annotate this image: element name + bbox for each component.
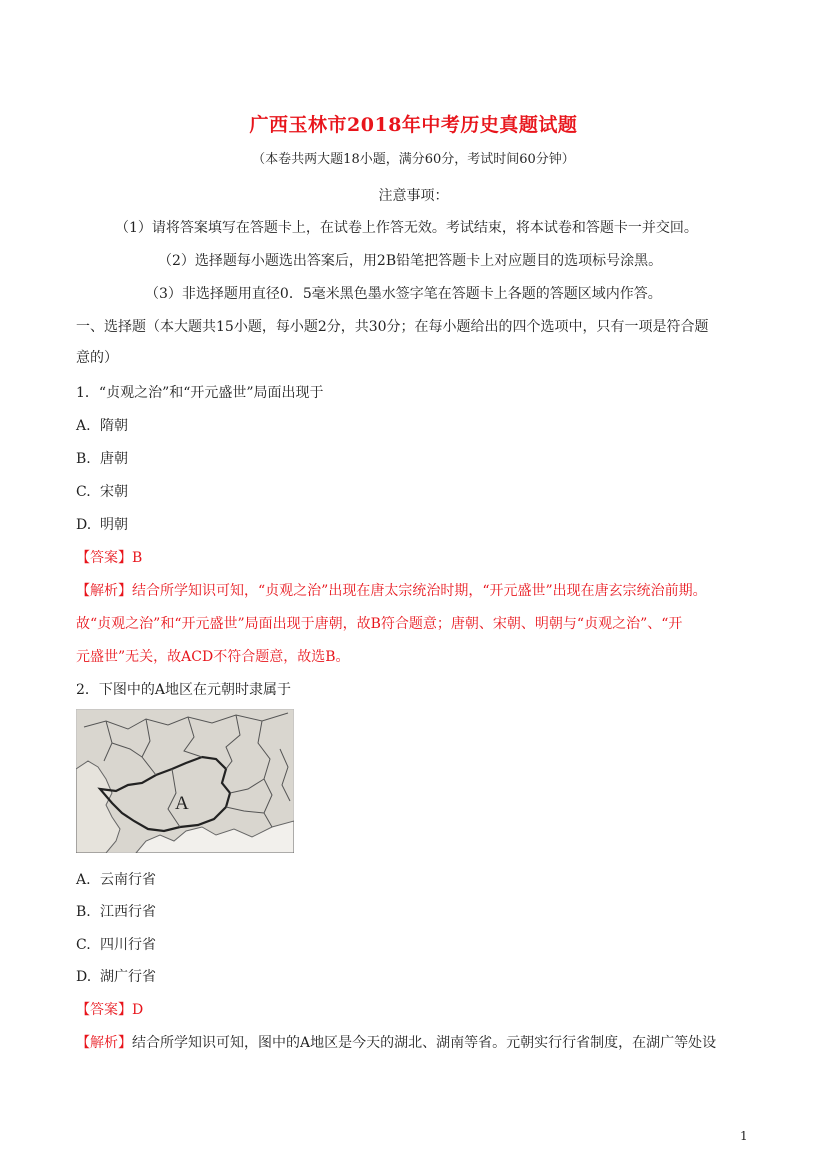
option-letter: C. (76, 937, 91, 953)
section-heading: 一、选择题（本大题共15小题，每小题2分，共30分；在每小题给出的四个选项中，只有一项是符合题 (76, 319, 709, 335)
option-letter: A. (76, 418, 91, 434)
map-label-a: A (175, 793, 189, 814)
option-text: 宋朝 (100, 484, 128, 500)
exam-info: （本卷共两大题18小题，满分60分，考试时间60分钟） (252, 152, 575, 167)
q2-analysis-line-1 (76, 1033, 716, 1053)
q2-option-c (76, 935, 156, 955)
q1-analysis-line-3: 元盛世”无关，故ACD不符合题意，故选B。 (76, 649, 350, 665)
q2-option-a (76, 870, 156, 890)
option-letter: B. (76, 451, 91, 467)
option-letter: B. (76, 904, 91, 920)
option-text: 云南行省 (100, 872, 156, 888)
map-image (76, 709, 294, 853)
option-letter: D. (76, 969, 92, 985)
option-letter: D. (76, 517, 92, 533)
q1-analysis-line-2: 故“贞观之治”和“开元盛世”局面出现于唐朝，故B符合题意；唐朝、宋朝、明朝与“贞观之治”、“开 (76, 616, 683, 632)
q2-answer (76, 1000, 143, 1020)
notice-item-1: （1）请将答案填写在答题卡上，在试卷上作答无效。考试结束，将本试卷和答题卡一并交回。 (115, 220, 698, 236)
q1-option-a (76, 416, 128, 436)
section-heading-cont: 意的） (76, 350, 118, 366)
answer-tag: 【答案】 (76, 550, 132, 566)
notice-item-3: （3）非选择题用直径0．5毫米黑色墨水签字笔在答题卡上各题的答题区域内作答。 (145, 286, 662, 302)
q1-option-b (76, 449, 128, 469)
option-letter: C. (76, 484, 91, 500)
option-text: 隋朝 (100, 418, 128, 434)
option-letter: A. (76, 872, 91, 888)
q1-answer (76, 548, 142, 568)
q1-option-c (76, 482, 128, 502)
answer-tag: 【答案】 (76, 1002, 132, 1018)
analysis-tag: 【解析】 (76, 1035, 132, 1051)
option-text: 湖广行省 (100, 969, 156, 985)
q1-analysis-line-1 (76, 581, 707, 601)
option-text: 江西行省 (100, 904, 156, 920)
answer-value: D (132, 1002, 144, 1018)
analysis-text: 结合所学知识可知，图中的A地区是今天的湖北、湖南等省。元朝实行行省制度，在湖广等处设 (132, 1035, 717, 1051)
option-text: 四川行省 (100, 937, 156, 953)
q2-option-d (76, 967, 156, 987)
q2-stem: 2．下图中的A地区在元朝时隶属于 (76, 682, 292, 698)
map-figure (76, 709, 294, 853)
notice-item-2: （2）选择题每小题选出答案后，用2B铅笔把答题卡上对应题目的选项标号涂黑。 (158, 253, 663, 269)
option-text: 唐朝 (100, 451, 128, 467)
notice-heading: 注意事项： (378, 188, 449, 204)
page-title: 广西玉林市2018年中考历史真题试题 (249, 114, 578, 136)
analysis-text: 结合所学知识可知，“贞观之治”出现在唐太宗统治时期，“开元盛世”出现在唐玄宗统治前期。 (132, 583, 707, 599)
option-text: 明朝 (100, 517, 128, 533)
answer-value: B (132, 550, 143, 566)
analysis-tag: 【解析】 (76, 583, 132, 599)
q1-stem: 1．“贞观之治”和“开元盛世”局面出现于 (76, 385, 324, 401)
q2-option-b (76, 902, 156, 922)
q1-option-d (76, 515, 128, 535)
page-number: 1 (740, 1129, 748, 1143)
